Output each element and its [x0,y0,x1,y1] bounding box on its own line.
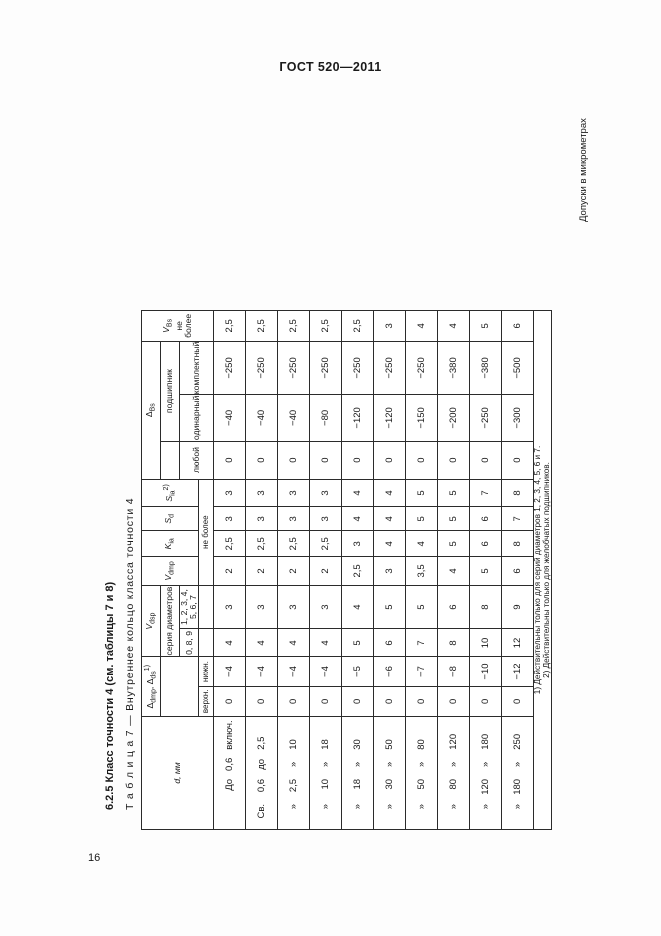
cell-bs-any: 0 [214,441,246,479]
col-header-dmp-lower: нижн. [199,657,214,686]
cell-sd: 3 [246,507,278,531]
cell-vdp-089: 4 [246,629,278,657]
cell-dmp-up: 0 [278,686,310,716]
col-header-sd: $S_d$ [142,507,199,531]
precision-class-4-table [141,310,552,830]
table-footnotes-row [534,311,552,830]
cell-vdp-089: 4 [310,629,342,657]
cell-bs-single: −120 [374,395,406,441]
cell-kia: 4 [406,531,438,557]
col-header-single: одинарный [180,395,214,441]
col-header-series-1234567: 1, 2, 3, 4, 5, 6, 7 [180,585,199,629]
cell-sd: 3 [214,507,246,531]
cell-dmp-lo: −5 [342,657,374,686]
cell-sia: 3 [310,479,342,507]
cell-sd: 5 [406,507,438,531]
cell-vdp-1234567: 8 [470,585,502,629]
cell-vdmp: 2,5 [342,557,374,585]
cell-sia: 4 [374,479,406,507]
col-header-sia: $S_{ia}^{2)}$ [142,479,199,507]
cell-sia: 5 [406,479,438,507]
section-title: 6.2.5 Класс точности 4 (см. таблицы 7 и 8) [104,581,116,810]
cell-vdp-1234567: 3 [214,585,246,629]
cell-vdp-1234567: 4 [342,585,374,629]
cell-bs-single: −40 [278,395,310,441]
cell-vbs: 3 [374,311,406,342]
document-header: ГОСТ 520—2011 [279,60,382,74]
cell-dmp-up: 0 [406,686,438,716]
cell-vdp-089: 6 [374,629,406,657]
cell-bs-complete: −250 [278,341,310,395]
cell-vdp-089: 4 [278,629,310,657]
col-header-any: любой [180,441,214,479]
cell-sd: 3 [310,507,342,531]
cell-bs-single: −300 [502,395,534,441]
cell-vdp-1234567: 3 [246,585,278,629]
col-header-vdp-089-blank [199,629,214,657]
page-number: 16 [88,852,101,864]
cell-bs-single: −250 [470,395,502,441]
cell-vdp-1234567: 5 [406,585,438,629]
cell-vbs: 4 [406,311,438,342]
col-header-ne-bolee: не более [199,479,214,585]
cell-vdp-1234567: 6 [438,585,470,629]
cell-vdmp: 4 [438,557,470,585]
cell-sd: 7 [502,507,534,531]
cell-kia: 6 [470,531,502,557]
table-body [214,311,552,830]
cell-d: » 120 » 180 [470,717,502,830]
cell-d: До 0,6 включ. [214,717,246,830]
cell-dmp-lo: −4 [214,657,246,686]
cell-bs-complete: −250 [342,341,374,395]
cell-bs-complete: −250 [310,341,342,395]
cell-vbs: 5 [470,311,502,342]
cell-vbs: 4 [438,311,470,342]
cell-bs-complete: −380 [438,341,470,395]
table-row [214,311,246,830]
cell-bs-any: 0 [310,441,342,479]
cell-bs-single: −40 [214,395,246,441]
cell-sia: 5 [438,479,470,507]
col-header-d: d, мм [142,717,214,830]
cell-bs-any: 0 [406,441,438,479]
footnote-1: 1) Действительны только для серий диаметров 1, 2, 3, 4, 5, 6 и 7. [533,445,543,695]
cell-d: » 180 » 250 [502,717,534,830]
col-header-vdp: $V_{dsp}$ [142,585,161,657]
cell-vdmp: 2 [214,557,246,585]
table-row [470,311,502,830]
cell-d: » 30 » 50 [374,717,406,830]
cell-bs-complete: −380 [470,341,502,395]
cell-kia: 5 [438,531,470,557]
cell-dmp-up: 0 [438,686,470,716]
cell-dmp-up: 0 [214,686,246,716]
cell-dmp-up: 0 [470,686,502,716]
col-header-kia: $K_{ia}$ [142,531,199,557]
cell-d: » 2,5 » 10 [278,717,310,830]
cell-dmp-lo: −4 [310,657,342,686]
col-header-bearing: подшипник [161,341,180,441]
cell-vdp-1234567: 3 [310,585,342,629]
cell-sd: 4 [374,507,406,531]
col-header-delta-bs: $\Delta_{Bs}$ [142,341,161,479]
table-row [246,311,278,830]
cell-vdp-089: 8 [438,629,470,657]
cell-vbs: 2,5 [214,311,246,342]
table-row [502,311,534,830]
cell-vdmp: 5 [470,557,502,585]
cell-vdp-1234567: 9 [502,585,534,629]
col-header-vbs: $V_{Bs}$ не более [142,311,214,342]
cell-sia: 3 [214,479,246,507]
cell-dmp-lo: −4 [278,657,310,686]
cell-bs-single: −80 [310,395,342,441]
cell-vdp-089: 5 [342,629,374,657]
table-row [438,311,470,830]
cell-dmp-lo: −7 [406,657,438,686]
cell-vbs: 6 [502,311,534,342]
col-header-complete: комплектный [180,341,214,395]
cell-dmp-lo: −6 [374,657,406,686]
cell-bs-any: 0 [374,441,406,479]
col-header-delta-dmp: $\Delta_{dmp}$, $\Delta_{ds}^{1)}$ [142,657,161,717]
cell-kia: 4 [374,531,406,557]
cell-bs-any: 0 [502,441,534,479]
col-header-series-089: 0, 8, 9 [180,629,199,657]
cell-bs-any: 0 [246,441,278,479]
cell-d: » 18 » 30 [342,717,374,830]
cell-dmp-up: 0 [342,686,374,716]
cell-vdmp: 3 [374,557,406,585]
cell-sd: 3 [278,507,310,531]
col-header-delta-dmp-sub [161,657,199,717]
table-row [374,311,406,830]
cell-bs-single: −40 [246,395,278,441]
cell-vdp-089: 12 [502,629,534,657]
cell-dmp-lo: −12 [502,657,534,686]
cell-sd: 4 [342,507,374,531]
cell-dmp-up: 0 [310,686,342,716]
cell-bs-complete: −250 [246,341,278,395]
cell-vdmp: 2 [310,557,342,585]
table-caption: Т а б л и ц а 7 — Внутреннее кольцо класса точности 4 [124,497,136,810]
cell-sia: 7 [470,479,502,507]
cell-sia: 3 [278,479,310,507]
cell-vdmp: 3,5 [406,557,438,585]
cell-dmp-up: 0 [246,686,278,716]
cell-kia: 8 [502,531,534,557]
cell-vbs: 2,5 [278,311,310,342]
table-row [310,311,342,830]
cell-vdp-1234567: 3 [278,585,310,629]
table-row [406,311,438,830]
table-row [342,311,374,830]
cell-vdp-089: 10 [470,629,502,657]
tolerance-units-note: Допуски в микрометрах [578,118,589,222]
cell-sia: 4 [342,479,374,507]
cell-bs-single: −120 [342,395,374,441]
cell-vbs: 2,5 [342,311,374,342]
cell-bs-any: 0 [470,441,502,479]
cell-vbs: 2,5 [310,311,342,342]
cell-kia: 3 [342,531,374,557]
cell-vdmp: 2 [246,557,278,585]
cell-d: Св. 0,6 до 2,5 [246,717,278,830]
cell-bs-single: −150 [406,395,438,441]
cell-bs-complete: −250 [406,341,438,395]
cell-bs-any: 0 [438,441,470,479]
cell-bs-any: 0 [278,441,310,479]
cell-d: » 10 » 18 [310,717,342,830]
cell-bs-single: −200 [438,395,470,441]
cell-vdmp: 2 [278,557,310,585]
col-header-series: серия диаметров [161,585,180,657]
footnotes-cell [534,311,552,830]
cell-dmp-up: 0 [502,686,534,716]
cell-vdmp: 6 [502,557,534,585]
cell-bs-complete: −500 [502,341,534,395]
col-header-dmp-upper: верхн. [199,686,214,716]
cell-kia: 2,5 [214,531,246,557]
col-header-any-spacer [161,441,180,479]
cell-vbs: 2,5 [246,311,278,342]
cell-sd: 6 [470,507,502,531]
cell-dmp-lo: −8 [438,657,470,686]
cell-kia: 2,5 [278,531,310,557]
cell-vdp-089: 4 [214,629,246,657]
cell-bs-complete: −250 [214,341,246,395]
table-container [141,310,552,830]
cell-dmp-up: 0 [374,686,406,716]
cell-vdp-089: 7 [406,629,438,657]
col-header-vdp-1234567-blank [199,585,214,629]
cell-dmp-lo: −4 [246,657,278,686]
cell-kia: 2,5 [310,531,342,557]
footnote-2: 2) Действительны только для желобчатых подшипников. [541,462,551,678]
cell-sd: 5 [438,507,470,531]
table-row [278,311,310,830]
cell-dmp-lo: −10 [470,657,502,686]
cell-kia: 2,5 [246,531,278,557]
cell-d: » 50 » 80 [406,717,438,830]
cell-d: » 80 » 120 [438,717,470,830]
cell-bs-complete: −250 [374,341,406,395]
col-header-vdmp: $V_{dmp}$ [142,557,199,585]
cell-sia: 8 [502,479,534,507]
cell-bs-any: 0 [342,441,374,479]
cell-vdp-1234567: 5 [374,585,406,629]
cell-sia: 3 [246,479,278,507]
